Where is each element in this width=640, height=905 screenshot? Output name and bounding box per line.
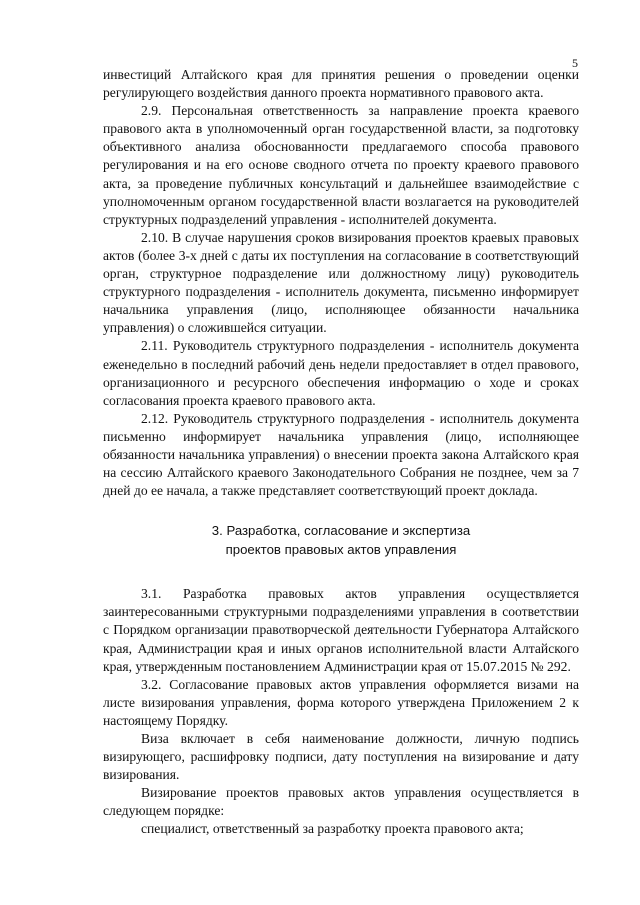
paragraph: 2.9. Персональная ответственность за направление проекта краевого правового акта в уполномоченный орган государственной власти, за подготовку объективного анализа обоснованности предлагаемого способа правового регулирования и на его основе сводного отчета по проекту краевого правового акта, за проведение публичных консультаций и дальнейшее взаимодействие с уполномоченным органом государственной власти возлагается на руководителей структурных подразделений управления - исполнителей документа. (103, 103, 579, 227)
page-number: 5 (572, 56, 578, 70)
paragraph: Виза включает в себя наименование должности, личную подпись визирующего, расшифровку подписи, дату поступления на визирование и дату визирования. (103, 731, 579, 783)
paragraph: инвестиций Алтайского края для принятия решения о проведении оценки регулирующего воздействия данного проекта нормативного правового акта. (103, 67, 579, 101)
document-body (103, 66, 579, 839)
section-heading (103, 522, 579, 559)
section-heading-line-2: проектов правовых актов управления (225, 541, 457, 557)
paragraphs-bottom (103, 585, 579, 838)
paragraphs-top (103, 66, 579, 500)
paragraph: специалист, ответственный за разработку проекта правового акта; (141, 821, 524, 837)
section-heading-line-1: 3. Разработка, согласование и экспертиза (211, 523, 471, 539)
paragraph: 2.12. Руководитель структурного подразделения - исполнитель документа письменно информирует начальника управления (лицо, исполняющее обязанности начальника управления) о внесении проекта закона Алтайского края на сессию Алтайского краевого Законодательного Собрания не позднее, чем за 7 дней до ее начала, а также представляет соответствующий проект доклада. (103, 410, 579, 499)
paragraph: 2.11. Руководитель структурного подразделения - исполнитель документа еженедельно в последний рабочий день недели предоставляет в отдел правового, организационного и ресурсного обеспечения информацию о ходе и сроках согласования проекта краевого правового акта. (103, 338, 579, 408)
paragraph: 3.2. Согласование правовых актов управления оформляется визами на листе визирования управления, форма которого утверждена Приложением 2 к настоящему Порядку. (103, 676, 579, 728)
paragraph: 2.10. В случае нарушения сроков визирования проектов краевых правовых актов (более 3-х дней с даты их поступления на согласование в соответствующий орган, структурное подразделение или должностному лицу) руководитель структурного подразделения - исполнитель документа, письменно информирует начальника управления (лицо, исполняющее обязанности начальника управления) о сложившейся ситуации. (103, 229, 579, 336)
paragraph: 3.1. Разработка правовых актов управления осуществляется заинтересованными структурными подразделениями управления в соответствии с Порядком организации правотворческой деятельности Губернатора Алтайского края, Администрации края и иных органов исполнительной власти Алтайского края, утвержденным постановлением Администрации края от 15.07.2015 № 292. (103, 586, 579, 674)
paragraph: Визирование проектов правовых актов управления осуществляется в следующем порядке: (103, 785, 579, 819)
